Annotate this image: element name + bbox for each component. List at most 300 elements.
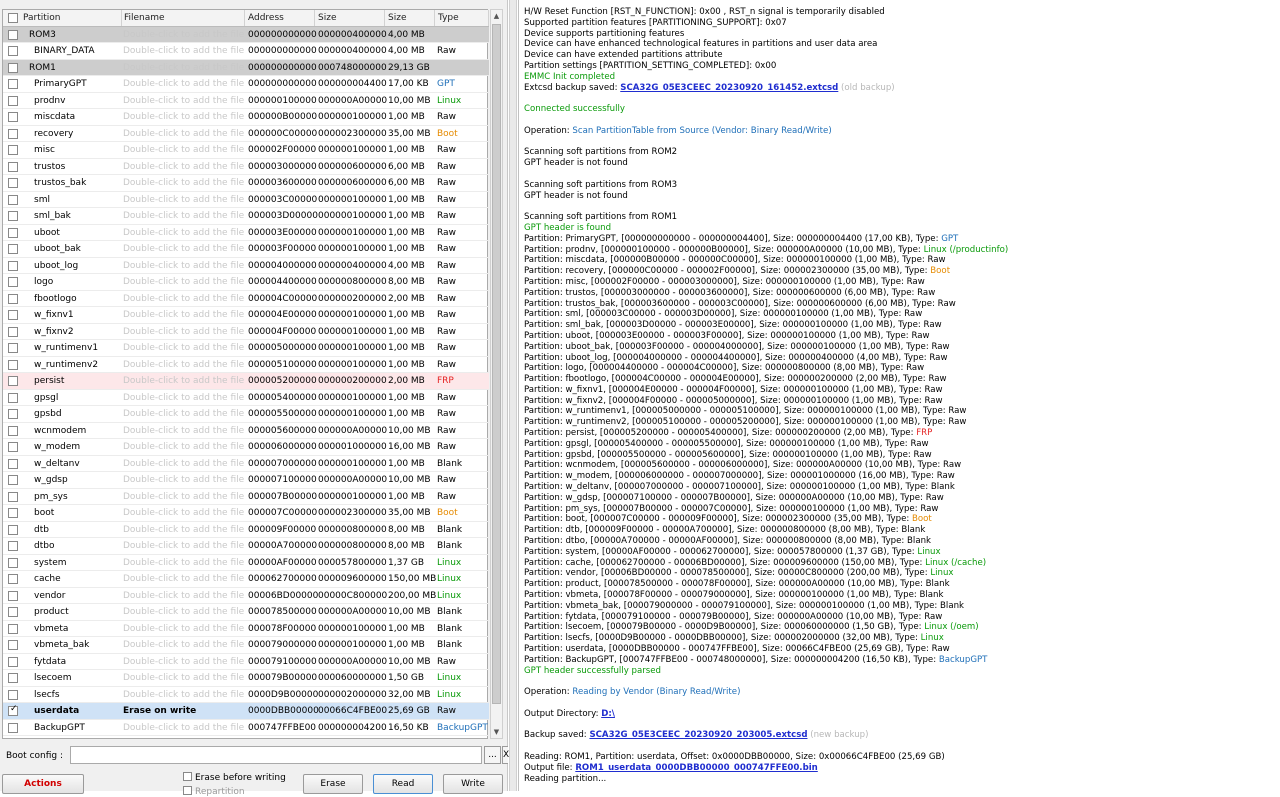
log-line <box>524 288 1280 299</box>
log-text: dtbo <box>565 536 585 547</box>
type-cell: Raw <box>437 425 456 436</box>
row-checkbox[interactable] <box>8 112 18 122</box>
log-text: Partition: <box>524 514 566 525</box>
log-text: uboot_bak <box>565 341 611 352</box>
log-text: GPT header successfully parsed <box>524 665 661 676</box>
size-human-cell: 6,00 MB <box>388 161 425 172</box>
row-checkbox[interactable] <box>8 657 18 667</box>
type-cell: Blank <box>437 623 463 634</box>
row-checkbox[interactable] <box>8 393 18 403</box>
type-cell: BackupGPT <box>437 722 488 733</box>
checkbox-box <box>183 786 192 795</box>
row-checkbox[interactable] <box>8 475 18 485</box>
table-row[interactable] <box>3 489 489 506</box>
partition-name: BackupGPT <box>34 722 85 733</box>
log-text: H/W Reset Function [RST_N_FUNCTION]: <box>524 7 700 17</box>
log-text: Raw <box>911 330 930 341</box>
log-link[interactable]: ROM1_userdata_0000DBB00000_000747FFE00.bin <box>575 762 818 773</box>
browse-button[interactable]: ... <box>484 746 501 764</box>
file-cell[interactable]: Double-click to add the file <box>123 475 245 485</box>
size-cell: 00000C800000 <box>318 590 388 601</box>
log-text: Partition: <box>524 233 566 244</box>
table-row[interactable] <box>3 720 489 737</box>
log-text: Partition: <box>524 363 566 374</box>
table-row[interactable] <box>3 27 489 44</box>
row-checkbox[interactable] <box>8 79 18 89</box>
size-human-cell: 1,37 GB <box>388 557 425 568</box>
panel-splitter[interactable] <box>509 0 517 791</box>
log-line <box>524 39 1280 50</box>
size-human-cell: 200,00 MB <box>388 590 437 601</box>
row-checkbox[interactable] <box>8 442 18 452</box>
scroll-down-icon[interactable]: ▼ <box>493 728 500 736</box>
size-human-cell: 10,00 MB <box>388 607 431 617</box>
log-line <box>524 579 1280 590</box>
size-human-cell: 2,00 MB <box>388 376 425 386</box>
table-row[interactable] <box>3 472 489 489</box>
log-panel <box>518 0 1280 791</box>
table-row[interactable] <box>3 274 489 291</box>
erase-before-writing-checkbox[interactable] <box>183 772 286 783</box>
log-spacer <box>524 741 1280 752</box>
table-row[interactable] <box>3 555 489 572</box>
size-human-cell: 35,00 MB <box>388 508 431 518</box>
log-text: persist <box>565 428 595 439</box>
row-checkbox[interactable] <box>8 310 18 320</box>
file-cell[interactable]: Double-click to add the file <box>123 458 245 469</box>
table-row[interactable] <box>3 159 489 176</box>
partition-name: vbmeta <box>34 623 69 634</box>
row-checkbox[interactable] <box>8 690 18 700</box>
table-row[interactable] <box>3 307 489 324</box>
file-cell[interactable]: Double-click to add the file <box>123 343 245 353</box>
row-checkbox[interactable] <box>8 673 18 683</box>
log-text: Partition: <box>524 546 566 557</box>
address-cell: 00000A700000 <box>248 541 318 551</box>
row-checkbox[interactable] <box>8 574 18 584</box>
log-line <box>524 7 1280 18</box>
log-line <box>524 320 1280 331</box>
log-text: , [000747FFBE00 - 000748000000], Size: 000000004200 (16,50 KB), Type: <box>614 654 939 665</box>
log-text: , [000004F00000 - 000005000000], Size: 000000100000 (1,00 MB), Type: <box>603 395 925 406</box>
log-spacer <box>524 676 1280 687</box>
row-checkbox[interactable] <box>8 261 18 271</box>
partition-name: ROM3 <box>29 29 56 40</box>
log-line <box>524 363 1280 374</box>
log-text: Partition: <box>524 579 566 590</box>
table-row[interactable] <box>3 621 489 638</box>
partition-name: misc <box>34 145 55 155</box>
table-row[interactable] <box>3 373 489 390</box>
table-row[interactable] <box>3 142 489 159</box>
file-cell[interactable]: Double-click to add the file <box>123 409 245 419</box>
table-row[interactable] <box>3 175 489 192</box>
table-row[interactable] <box>3 588 489 605</box>
log-text: , [000003C00000 - 000003D00000], Size: 000000100000 (1,00 MB), Type: <box>580 309 905 320</box>
file-cell[interactable]: Double-click to add the file <box>123 607 245 617</box>
log-text: , [000009F00000 - 00000A700000], Size: 000000800000 (8,00 MB), Type: Blank <box>579 525 926 536</box>
row-checkbox[interactable] <box>8 409 18 419</box>
row-checkbox[interactable] <box>8 211 18 221</box>
table-row[interactable] <box>3 538 489 555</box>
log-line <box>524 601 1280 612</box>
address-cell: 000000C00000 <box>248 128 318 139</box>
file-cell[interactable]: Erase on write <box>123 706 197 716</box>
log-spacer <box>524 169 1280 180</box>
boot-config-label: Boot config : <box>6 751 64 761</box>
col-partition[interactable]: Partition <box>20 10 122 26</box>
partition-name: uboot_bak <box>34 244 81 254</box>
log-text: , [000005200000 - 000005400000], Size: 000000200000 (2,00 MB), Type: <box>594 428 917 439</box>
log-link[interactable]: D:\ <box>601 708 615 719</box>
file-cell[interactable]: Double-click to add the file <box>123 673 245 683</box>
table-row[interactable] <box>3 208 489 225</box>
boot-config-input[interactable] <box>70 746 482 764</box>
file-cell[interactable]: Double-click to add the file <box>123 46 245 56</box>
log-text: w_deltanv <box>565 482 610 493</box>
row-checkbox[interactable] <box>8 195 18 205</box>
size-human-cell: 1,50 GB <box>388 673 425 683</box>
size-human-cell: 16,50 KB <box>388 722 429 733</box>
checkbox-box <box>183 772 192 781</box>
col-type[interactable]: Type <box>435 10 489 26</box>
table-row[interactable] <box>3 225 489 242</box>
row-checkbox[interactable] <box>8 723 18 733</box>
log-text: uboot <box>565 330 591 341</box>
file-cell[interactable]: Double-click to add the file <box>123 194 245 205</box>
log-text: Raw <box>924 611 943 622</box>
row-checkbox[interactable] <box>8 376 18 386</box>
file-cell[interactable]: Double-click to add the file <box>123 392 245 403</box>
type-cell: Linux <box>437 590 462 601</box>
size-cell: 000000100000 <box>318 409 387 419</box>
row-checkbox[interactable] <box>8 228 18 238</box>
file-cell[interactable]: Double-click to add the file <box>123 178 245 188</box>
size-human-cell: 4,00 MB <box>388 46 425 56</box>
row-checkbox[interactable] <box>8 426 18 436</box>
row-checkbox[interactable] <box>8 624 18 634</box>
file-cell[interactable]: Double-click to add the file <box>123 277 245 287</box>
log-text: , [0000D9B00000 - 0000DBB00000], Size: 000002000000 (32,00 MB), Type: <box>589 633 921 644</box>
type-cell: Raw <box>437 145 456 155</box>
log-line <box>524 514 1280 525</box>
table-row[interactable] <box>3 670 489 687</box>
log-line <box>524 277 1280 288</box>
log-text: (25,69 GB) <box>895 751 945 762</box>
table-row[interactable] <box>3 654 489 671</box>
type-cell: Linux <box>437 95 462 106</box>
log-text: , [00000A700000 - 00000AF00000], Size: 000000800000 (8,00 MB), Type: Blank <box>585 536 932 547</box>
size-cell: 000000100000 <box>318 310 387 320</box>
size-cell: 000002000000 <box>318 689 387 700</box>
log-line <box>524 299 1280 310</box>
size-cell: 000000100000 <box>318 640 387 650</box>
table-row[interactable] <box>3 357 489 374</box>
row-checkbox[interactable] <box>8 343 18 353</box>
log-text: , [000003E00000 - 000003F00000], Size: 000000100000 (1,00 MB), Type: <box>590 330 912 341</box>
row-checkbox[interactable] <box>8 558 18 568</box>
log-text: , [000000000000 - 000000004400], Size: 000000004400 (17,00 KB), Type: <box>615 233 942 244</box>
partition-name: w_fixnv2 <box>34 326 74 337</box>
size-human-cell: 1,00 MB <box>388 640 425 650</box>
address-cell: 000007B00000 <box>248 491 318 502</box>
address-cell: 000078F00000 <box>248 623 317 634</box>
table-row[interactable] <box>3 604 489 621</box>
table-row[interactable] <box>3 76 489 93</box>
scroll-up-icon[interactable]: ▲ <box>493 12 500 20</box>
file-cell[interactable]: Double-click to add the file <box>123 161 245 172</box>
file-cell[interactable]: Double-click to add the file <box>123 640 245 650</box>
erase-before-writing-label: Erase before writing <box>195 773 286 783</box>
type-cell: Raw <box>437 277 456 287</box>
file-cell[interactable]: Double-click to add the file <box>123 227 245 238</box>
address-cell: 000079B00000 <box>248 673 318 683</box>
table-row[interactable] <box>3 456 489 473</box>
log-line <box>524 622 1280 633</box>
size-cell: 000000200000 <box>318 293 387 304</box>
file-cell[interactable]: Double-click to add the file <box>123 656 245 667</box>
table-row[interactable] <box>3 93 489 110</box>
row-checkbox[interactable] <box>8 178 18 188</box>
file-cell[interactable]: Double-click to add the file <box>123 376 245 386</box>
size-human-cell: 16,00 MB <box>388 442 431 452</box>
partition-name: w_runtimenv2 <box>34 359 99 370</box>
size-human-cell: 1,00 MB <box>388 326 425 337</box>
file-cell[interactable]: Double-click to add the file <box>123 62 245 73</box>
address-cell: 000079100000 <box>248 656 317 667</box>
size-cell: 000002300000 <box>318 128 387 139</box>
log-text: Partition: <box>524 395 566 406</box>
partition-name: product <box>34 607 69 617</box>
row-checkbox[interactable] <box>8 541 18 551</box>
size-cell: 000000100000 <box>318 623 387 634</box>
address-cell: 000009F00000 <box>248 524 317 535</box>
log-line <box>524 525 1280 536</box>
size-human-cell: 150,00 MB <box>388 574 437 584</box>
partition-name: sml <box>34 194 50 205</box>
table-scrollbar[interactable] <box>490 9 503 739</box>
address-cell: 000003D00000 <box>248 211 318 221</box>
table-row[interactable] <box>3 241 489 258</box>
log-text: Reading: <box>524 751 565 762</box>
table-row[interactable] <box>3 390 489 407</box>
log-link[interactable]: SCA32G_05E3CEEC_20230920_161452.extcsd <box>620 82 839 93</box>
size-human-cell: 4,00 MB <box>388 29 425 40</box>
file-cell[interactable]: Double-click to add the file <box>123 524 245 535</box>
type-cell: Raw <box>437 409 456 419</box>
log-text: , [000000C00000 - 000002F00000], Size: 000002300000 (35,00 MB), Type: <box>603 266 931 277</box>
file-cell[interactable]: Double-click to add the file <box>123 623 245 634</box>
address-cell: 000004400000 <box>248 277 317 287</box>
table-row[interactable] <box>3 126 489 143</box>
file-cell[interactable]: Double-click to add the file <box>123 326 245 337</box>
table-row[interactable] <box>3 423 489 440</box>
table-row[interactable] <box>3 340 489 357</box>
row-checkbox[interactable] <box>8 508 18 518</box>
partition-name: w_gdsp <box>34 475 68 485</box>
row-checkbox[interactable] <box>8 706 18 716</box>
file-cell[interactable]: Double-click to add the file <box>123 508 245 518</box>
log-line <box>524 61 1280 72</box>
log-line <box>524 504 1280 515</box>
table-row[interactable] <box>3 60 489 77</box>
table-row[interactable] <box>3 324 489 341</box>
row-checkbox[interactable] <box>8 162 18 172</box>
file-cell[interactable]: Double-click to add the file <box>123 293 245 304</box>
file-cell[interactable]: Double-click to add the file <box>123 128 245 139</box>
row-checkbox[interactable] <box>8 327 18 337</box>
actions-button[interactable]: Actions <box>2 774 84 794</box>
type-cell: Blank <box>437 607 463 617</box>
type-cell: FRP <box>437 376 454 386</box>
log-text: Partition: <box>524 255 566 266</box>
partition-name: trustos <box>34 161 66 172</box>
log-text: trustos <box>565 287 596 298</box>
file-cell[interactable]: Double-click to add the file <box>123 79 245 89</box>
row-checkbox[interactable] <box>8 525 18 535</box>
log-text: Partition: <box>524 492 566 503</box>
scroll-thumb[interactable] <box>492 24 501 704</box>
log-line <box>524 471 1280 482</box>
size-cell: 000000600000 <box>318 161 387 172</box>
type-cell: Raw <box>437 194 456 205</box>
table-row[interactable] <box>3 505 489 522</box>
partition-name: w_modem <box>34 442 81 452</box>
file-cell[interactable]: Double-click to add the file <box>123 442 245 452</box>
partition-name: trustos_bak <box>34 178 87 188</box>
row-checkbox[interactable] <box>8 607 18 617</box>
row-checkbox[interactable] <box>8 294 18 304</box>
col-size[interactable]: Size <box>315 10 385 26</box>
log-line <box>524 158 1280 169</box>
file-cell[interactable]: Double-click to add the file <box>123 95 245 106</box>
type-cell: Raw <box>437 706 456 716</box>
size-human-cell: 4,00 MB <box>388 260 425 271</box>
log-text: w_gdsp <box>565 492 598 503</box>
log-text: Raw <box>924 384 943 395</box>
log-text: Raw <box>923 320 942 331</box>
size-human-cell: 10,00 MB <box>388 95 431 106</box>
table-row[interactable] <box>3 258 489 275</box>
col-address[interactable]: Address <box>245 10 315 26</box>
size-human-cell: 10,00 MB <box>388 656 431 667</box>
log-text: 0x0000DBB00000 <box>711 751 791 762</box>
partition-name: gpsbd <box>34 409 62 419</box>
select-all-checkbox[interactable] <box>8 13 18 23</box>
log-text: , [000005100000 - 000005200000], Size: 000000100000 (1,00 MB), Type: <box>626 417 949 428</box>
write-button[interactable]: Write <box>443 774 503 794</box>
address-cell: 000002F00000 <box>248 145 317 155</box>
row-checkbox[interactable] <box>8 145 18 155</box>
table-row[interactable] <box>3 687 489 704</box>
log-text: Reading partition... <box>524 773 607 784</box>
col-size-human[interactable]: Size <box>385 10 435 26</box>
row-checkbox[interactable] <box>8 492 18 502</box>
file-cell[interactable]: Double-click to add the file <box>123 722 245 733</box>
file-cell[interactable]: Double-click to add the file <box>123 310 245 320</box>
file-cell[interactable]: Double-click to add the file <box>123 491 245 502</box>
file-cell[interactable]: Double-click to add the file <box>123 590 245 601</box>
table-row[interactable] <box>3 571 489 588</box>
partition-name: dtbo <box>34 541 55 551</box>
row-checkbox[interactable] <box>8 360 18 370</box>
log-text: userdata <box>565 644 604 655</box>
row-checkbox[interactable] <box>8 244 18 254</box>
row-checkbox[interactable] <box>8 96 18 106</box>
size-human-cell: 8,00 MB <box>388 524 425 535</box>
type-cell: Raw <box>437 343 456 353</box>
file-cell[interactable]: Double-click to add the file <box>123 260 245 271</box>
file-cell[interactable]: Double-click to add the file <box>123 244 245 254</box>
address-cell: 000004E00000 <box>248 310 317 320</box>
log-text: Scanning soft partitions from ROM3 <box>524 179 678 190</box>
type-cell: Raw <box>437 161 456 172</box>
read-button[interactable]: Read <box>373 774 433 794</box>
file-cell[interactable]: Double-click to add the file <box>123 29 245 40</box>
erase-button[interactable]: Erase <box>303 774 363 794</box>
table-row[interactable] <box>3 703 489 720</box>
row-checkbox[interactable] <box>8 129 18 139</box>
table-row[interactable] <box>3 43 489 60</box>
row-checkbox[interactable] <box>8 63 18 73</box>
table-row[interactable] <box>3 637 489 654</box>
log-text: Partition: <box>524 276 566 287</box>
table-row[interactable] <box>3 522 489 539</box>
file-cell[interactable]: Double-click to add the file <box>123 541 245 551</box>
file-cell[interactable]: Double-click to add the file <box>123 112 245 122</box>
file-cell[interactable]: Double-click to add the file <box>123 145 245 155</box>
col-filename[interactable]: Filename <box>121 10 245 26</box>
log-text: w_runtimenv1 <box>565 406 627 417</box>
file-cell[interactable]: Double-click to add the file <box>123 689 245 700</box>
clear-button[interactable]: X <box>502 746 508 764</box>
table-row[interactable] <box>3 439 489 456</box>
file-cell[interactable]: Double-click to add the file <box>123 557 245 568</box>
file-cell[interactable]: Double-click to add the file <box>123 425 245 436</box>
log-text: pm_sys <box>565 503 598 514</box>
row-checkbox[interactable] <box>8 30 18 40</box>
file-cell[interactable]: Double-click to add the file <box>123 574 245 584</box>
row-checkbox[interactable] <box>8 640 18 650</box>
log-text: , [000004E00000 - 000004F00000], Size: 000000100000 (1,00 MB), Type: <box>603 384 925 395</box>
table-row[interactable] <box>3 406 489 423</box>
address-cell: 000000000000 <box>248 46 317 56</box>
log-text: Raw <box>924 395 943 406</box>
log-text: 0x00 <box>754 60 777 71</box>
log-text: boot <box>565 514 585 525</box>
size-human-cell: 8,00 MB <box>388 277 425 287</box>
table-row[interactable] <box>3 192 489 209</box>
file-cell[interactable]: Double-click to add the file <box>123 211 245 221</box>
table-row[interactable] <box>3 109 489 126</box>
size-cell: 000000100000 <box>318 211 387 221</box>
log-text: ROM1 <box>564 751 591 762</box>
row-checkbox[interactable] <box>8 46 18 56</box>
partition-name: w_deltanv <box>34 458 80 469</box>
log-text: , [000006000000 - 000007000000], Size: 000001000000 (16,00 MB), Type: <box>609 471 937 482</box>
row-checkbox[interactable] <box>8 459 18 469</box>
row-checkbox[interactable] <box>8 591 18 601</box>
repartition-checkbox[interactable] <box>183 786 245 797</box>
log-line <box>524 29 1280 40</box>
table-row[interactable] <box>3 291 489 308</box>
partition-name: system <box>34 557 67 568</box>
row-checkbox[interactable] <box>8 277 18 287</box>
file-cell[interactable]: Double-click to add the file <box>123 359 245 370</box>
log-text: recovery <box>565 266 604 277</box>
log-spacer <box>524 201 1280 212</box>
log-link[interactable]: SCA32G_05E3CEEC_20230920_203005.extcsd <box>589 730 808 741</box>
